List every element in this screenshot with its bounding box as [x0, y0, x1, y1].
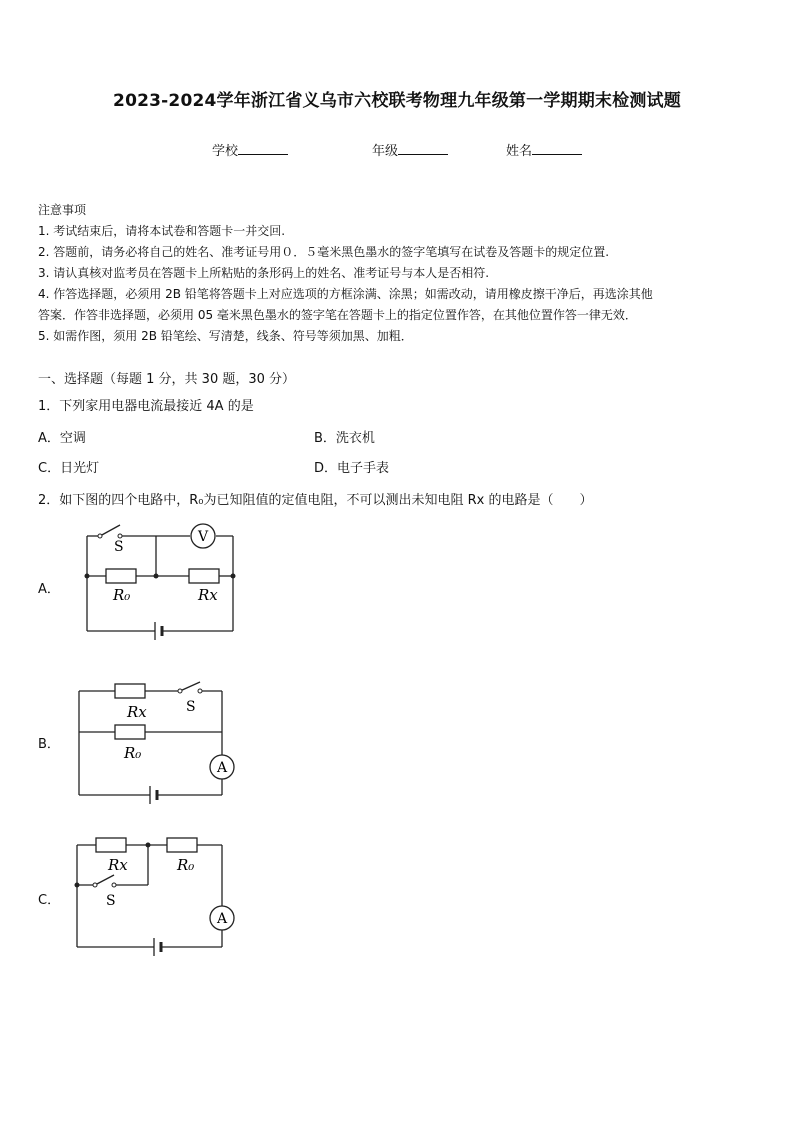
q2-option-c-label[interactable]: C．	[38, 893, 61, 908]
section-heading: 一、选择题（每题 1 分，共 30 题，30 分）	[38, 372, 296, 387]
rx-label: Rx	[127, 703, 147, 721]
school-field	[212, 140, 288, 159]
notice-item: 1. 考试结束后，请将本试卷和答题卡一并交回.	[38, 224, 286, 238]
resistor-rx-c	[96, 838, 126, 852]
question-1-stem: 1．下列家用电器电流最接近 4A 的是	[38, 399, 254, 414]
notice-item: 答案．作答非选择题，必须用 05 毫米黑色墨水的签字笔在答题卡上的指定位置作答，在其他位置作答一律无效．	[38, 308, 637, 322]
name-label: 姓名	[506, 144, 533, 159]
resistor-rx-b	[115, 684, 145, 698]
name-blank[interactable]	[532, 142, 582, 155]
circuit-diagram-b	[72, 676, 242, 806]
voltmeter-label: V	[197, 529, 209, 545]
resistor-r0-a	[106, 569, 136, 583]
resistor-r0-b	[115, 725, 145, 739]
ammeter-label: A	[216, 911, 228, 927]
q1-option-c[interactable]: C．日光灯	[38, 461, 100, 476]
notice-item: 5. 如需作图，须用 2B 铅笔绘、写清楚，线条、符号等须加黑、加粗．	[38, 329, 413, 343]
notice-heading: 注意事项	[38, 203, 87, 217]
page-title: 2023-2024学年浙江省义乌市六校联考物理九年级第一学期期末检测试题	[113, 91, 681, 111]
switch-label: S	[106, 893, 116, 909]
notice-item: 2. 答题前，请务必将自己的姓名、准考证号用０．５毫米黑色墨水的签字笔填写在试卷及答题卡的规定位置.	[38, 245, 610, 259]
q1-option-b[interactable]: B．洗衣机	[314, 431, 375, 446]
resistor-rx-a	[189, 569, 219, 583]
switch-c-arm	[95, 875, 114, 885]
switch-label: S	[186, 699, 196, 715]
switch-a-arm	[100, 525, 120, 536]
question-2-stem: 2．如下图的四个电路中，R₀为已知阻值的定值电阻，不可以测出未知电阻 Rx 的电路是（ ）	[38, 493, 593, 508]
grade-label: 年级	[372, 144, 399, 159]
school-label: 学校	[212, 144, 239, 159]
switch-label: S	[114, 539, 124, 555]
ammeter-label: A	[216, 760, 228, 776]
circuit-diagram-c	[70, 830, 240, 965]
notice-item: 4. 作答选择题，必须用 2B 铅笔将答题卡上对应选项的方框涂满、涂黑；如需改动，请用橡皮擦干净后，再选涂其他	[38, 287, 653, 301]
circuit-diagram-a	[80, 518, 250, 648]
school-blank[interactable]	[238, 142, 288, 155]
notice-item: 3. 请认真核对监考员在答题卡上所粘贴的条形码上的姓名、准考证号与本人是否相符.	[38, 266, 490, 280]
q2-option-b-label[interactable]: B．	[38, 737, 60, 752]
rx-label: Rx	[108, 856, 128, 874]
grade-field	[372, 140, 448, 159]
q1-option-a[interactable]: A．空调	[38, 431, 86, 446]
switch-b-arm	[180, 682, 200, 691]
rx-label: Rx	[198, 586, 218, 604]
name-field	[506, 140, 582, 159]
q2-option-a-label[interactable]: A．	[38, 582, 60, 597]
q1-option-d[interactable]: D．电子手表	[314, 461, 390, 476]
r0-label: R₀	[113, 586, 131, 604]
r0-label: R₀	[124, 744, 142, 762]
r0-label: R₀	[177, 856, 195, 874]
resistor-r0-c	[167, 838, 197, 852]
grade-blank[interactable]	[398, 142, 448, 155]
notice-block	[38, 200, 653, 347]
